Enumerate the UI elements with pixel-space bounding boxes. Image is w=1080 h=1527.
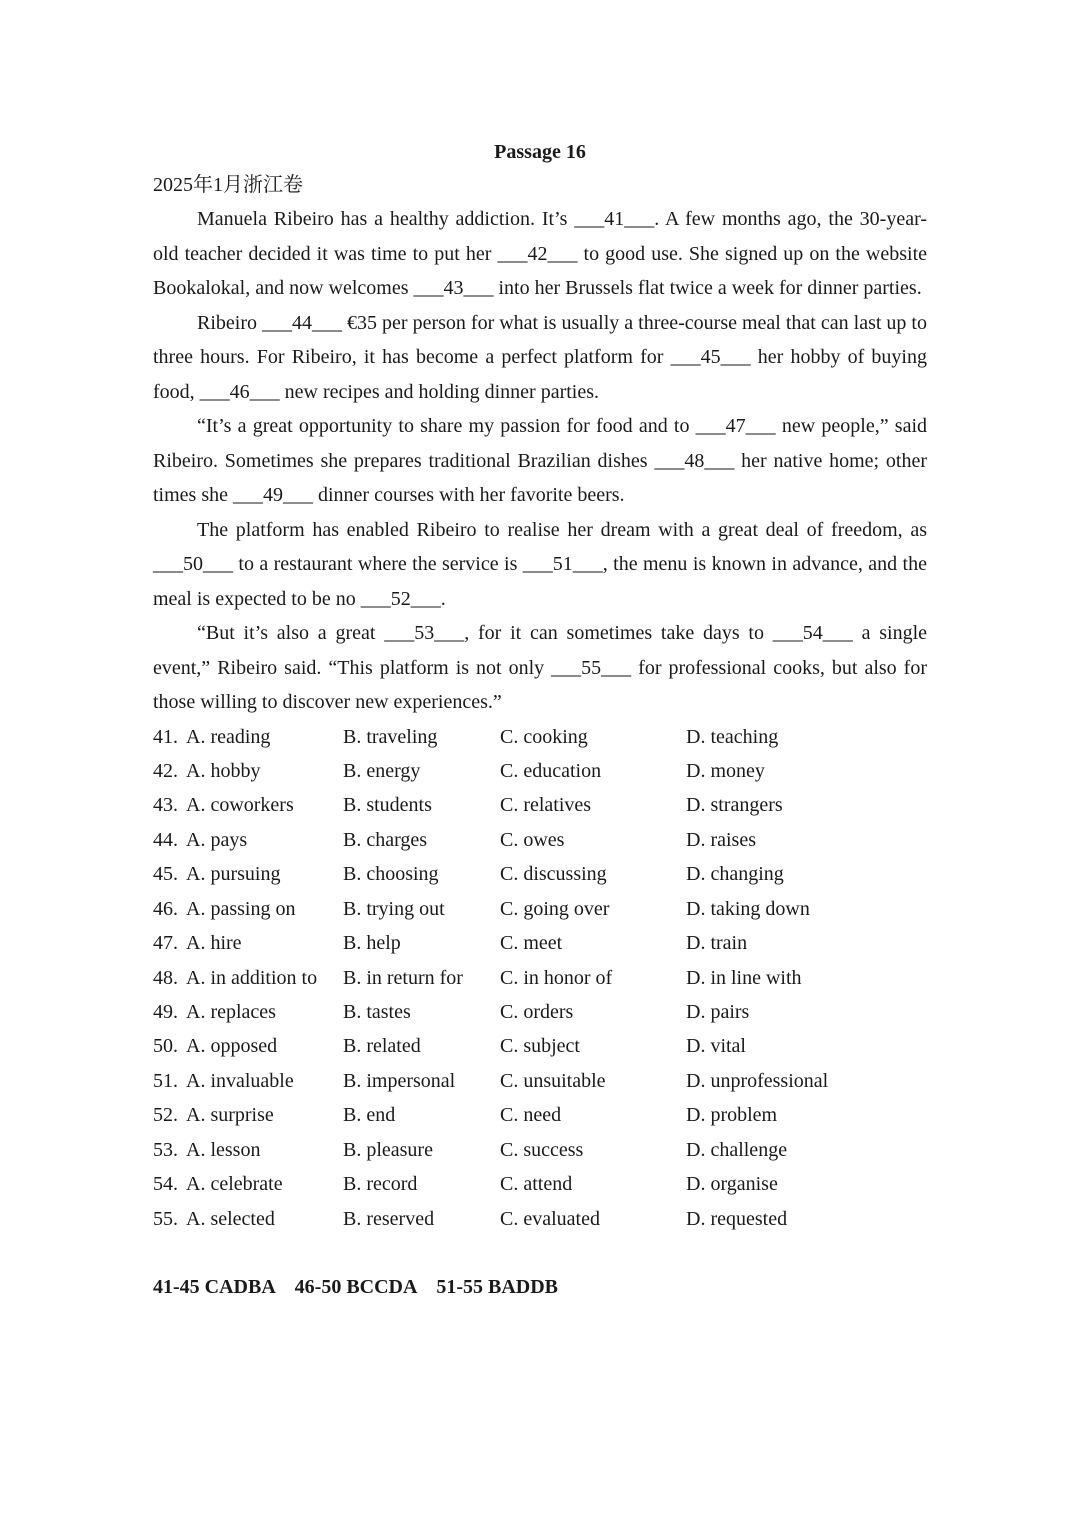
option-d: D. unprofessional [686,1069,829,1092]
passage-body [153,202,927,720]
question-row [153,926,927,960]
passage-paragraph: Manuela Ribeiro has a healthy addiction. It’s ___41___. A few months ago, the 30-year-old teacher decided it was time to put her ___42___ to good use. She signed up on the website Bookalokal, and now welcomes ___43___ into her Brussels flat twice a week for dinner parties. [153,208,927,299]
option-b: B. impersonal [343,1069,456,1092]
question-row [153,720,927,754]
option-a: A. reading [186,725,271,748]
option-a: A. replaces [186,1001,276,1023]
option-a: A. invaluable [186,1069,294,1092]
question-number: 52. [153,1104,178,1127]
option-a: A. coworkers [186,794,294,817]
question-row [153,823,927,857]
option-a: A. lesson [186,1138,261,1161]
option-c: C. need [500,1104,562,1127]
option-c: C. attend [500,1173,573,1196]
option-b: B. trying out [343,897,445,920]
option-b: B. help [343,932,401,955]
option-b: B. related [343,1035,421,1058]
question-row [153,1167,927,1201]
option-d: D. in line with [686,966,802,989]
option-b: B. reserved [343,1207,435,1230]
option-d: D. problem [686,1104,778,1127]
option-c: C. evaluated [500,1207,600,1230]
option-d: D. taking down [686,897,810,920]
option-c: C. orders [500,1001,574,1023]
question-row [153,754,927,788]
option-a: A. hobby [186,759,261,782]
question-row [153,1202,927,1236]
question-row [153,892,927,926]
option-d: D. strangers [686,794,783,817]
option-b: B. choosing [343,863,439,886]
option-b: B. students [343,794,432,817]
option-a: A. pays [186,828,248,851]
document-page [153,136,927,1303]
passage-paragraph: Ribeiro ___44___ €35 per person for what is usually a three-course meal that can last up to three hours. For Ribeiro, it has become a perfect platform for ___45___ her hobby of buying food, ___46___ new recipes and holding dinner parties. [153,311,927,403]
passage-title: Passage 16 [494,141,586,163]
option-a: A. hire [186,932,242,955]
option-b: B. charges [343,828,428,851]
option-b: B. end [343,1104,396,1127]
option-c: C. meet [500,932,563,955]
option-c: C. going over [500,897,610,920]
option-d: D. organise [686,1173,778,1196]
option-c: C. cooking [500,725,588,748]
question-row [153,995,927,1029]
question-row [153,1064,927,1098]
option-a: A. passing on [186,897,296,920]
question-number: 46. [153,897,178,920]
question-number: 53. [153,1138,178,1161]
question-number: 55. [153,1207,178,1230]
question-number: 44. [153,828,178,851]
option-a: A. celebrate [186,1173,283,1196]
option-c: C. relatives [500,794,592,817]
question-row [153,961,927,995]
option-d: D. vital [686,1035,746,1058]
option-c: C. unsuitable [500,1069,606,1092]
question-number: 45. [153,863,178,886]
question-row [153,1098,927,1132]
passage-paragraph: “It’s a great opportunity to share my passion for food and to ___47___ new people,” said Ribeiro. Sometimes she prepares traditional Brazilian dishes ___48___ her native home; other times she ___49___ dinner courses with her favorite beers. [153,415,927,506]
option-a: A. selected [186,1207,275,1230]
question-row [153,788,927,822]
option-a: A. in addition to [186,966,318,989]
question-number: 51. [153,1069,178,1092]
option-b: B. pleasure [343,1138,433,1161]
option-b: B. record [343,1173,418,1196]
option-a: A. pursuing [186,863,281,886]
option-d: D. train [686,932,748,955]
question-number: 50. [153,1035,178,1058]
option-c: C. in honor of [500,966,613,989]
question-number: 43. [153,794,178,817]
passage-paragraph: “But it’s also a great ___53___, for it can sometimes take days to ___54___ a single event,” Ribeiro said. “This platform is not only ___55___ for professional cooks, but also for those willing to discover new experiences.” [153,622,927,713]
option-c: C. success [500,1138,584,1161]
question-number: 49. [153,1001,178,1023]
option-c: C. education [500,759,602,782]
question-number: 54. [153,1173,178,1196]
option-d: D. requested [686,1207,788,1230]
option-c: C. discussing [500,863,607,886]
exam-source: 2025年1月浙江卷 [153,174,303,196]
option-d: D. changing [686,863,784,886]
option-a: A. surprise [186,1104,274,1127]
question-row [153,857,927,891]
option-b: B. in return for [343,966,463,989]
answer-options [153,720,927,1237]
option-d: D. challenge [686,1138,788,1161]
option-c: C. owes [500,828,565,851]
option-c: C. subject [500,1035,580,1058]
option-b: B. energy [343,759,421,782]
question-number: 41. [153,725,178,748]
question-row [153,1133,927,1167]
option-d: D. money [686,759,765,782]
question-number: 42. [153,759,178,782]
question-number: 47. [153,932,178,955]
option-d: D. teaching [686,725,779,748]
passage-paragraph: The platform has enabled Ribeiro to realise her dream with a great deal of freedom, as ___50___ to a restaurant where the service is ___51___, the menu is known in advance, and the meal is expected to be no ___52___. [153,518,927,610]
answer-key: 41-45 CADBA 46-50 BCCDA 51-55 BADDB [153,1276,559,1299]
option-d: D. pairs [686,1001,750,1023]
option-b: B. tastes [343,1001,411,1023]
question-number: 48. [153,966,178,989]
question-row [153,1029,927,1063]
option-b: B. traveling [343,725,438,748]
option-a: A. opposed [186,1035,278,1058]
option-d: D. raises [686,828,756,851]
